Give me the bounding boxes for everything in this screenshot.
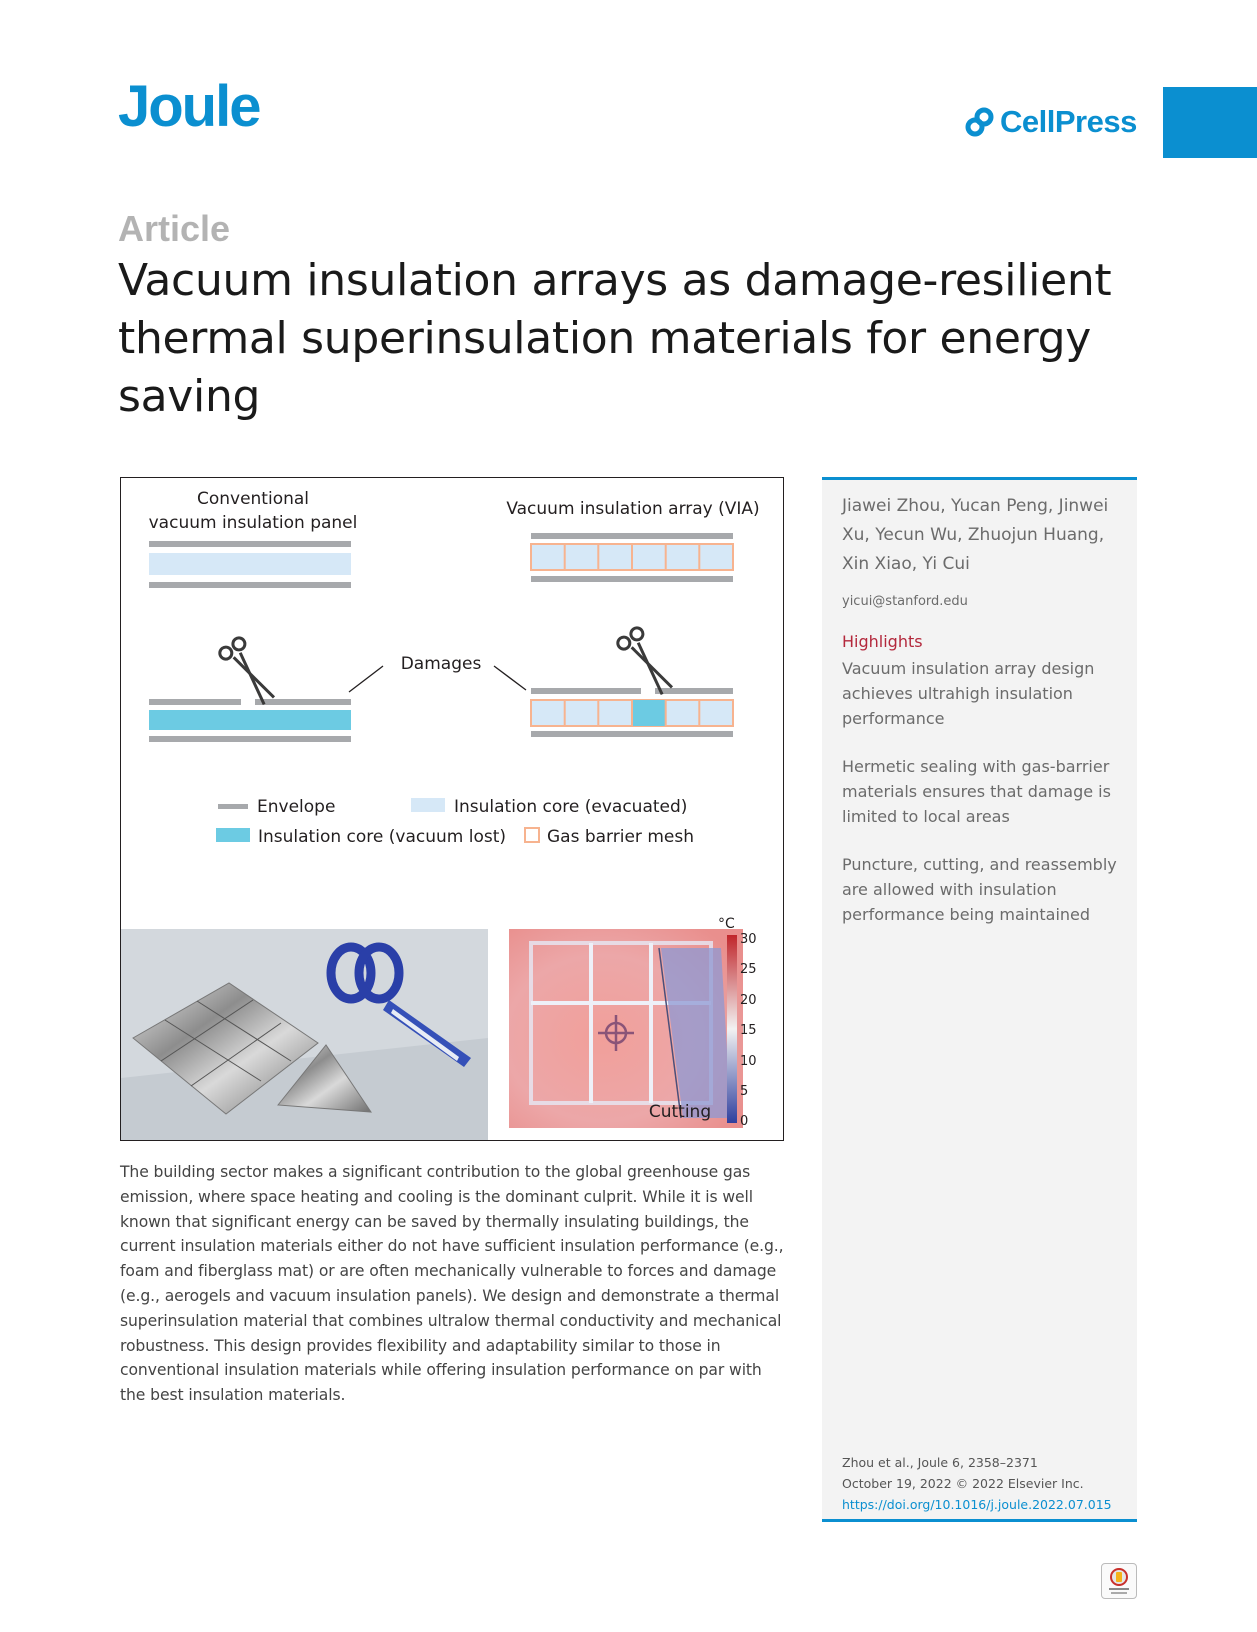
journal-logo[interactable]: Joule <box>118 74 260 139</box>
legend-core-evacuated-swatch <box>411 798 445 812</box>
cellpress-link-icon <box>964 106 996 138</box>
conv-envelope-top <box>149 541 351 547</box>
scale-tick-30: 30 <box>740 932 757 947</box>
thermal-image <box>509 929 743 1128</box>
conv-core-vacuum-lost <box>149 710 351 730</box>
highlight-item: Hermetic sealing with gas-barrier materials ensures that damage is limited to local areas <box>842 757 1111 826</box>
scissors-icon-via <box>615 626 678 699</box>
legend-envelope-swatch <box>218 804 248 809</box>
scale-tick-5: 5 <box>740 1084 749 1099</box>
temperature-scale-unit: °C <box>718 916 735 932</box>
check-for-updates-badge[interactable] <box>1101 1563 1137 1599</box>
damage-pointer-right <box>494 666 526 690</box>
check-for-updates-icon <box>1102 1564 1136 1598</box>
label-conventional-line1: Conventional <box>196 489 310 509</box>
via-cells-damaged <box>531 700 733 726</box>
summary-abstract: The building sector makes a significant contribution to the global greenhouse gas emission, where space heating and cooling is the dominant culprit. While it is well known that significant energy can be saved by thermally insulating buildings, the current insulation materials either do not have sufficient insulation performance (e.g., foam and fiberglass mat) or are often mechanically vulnerable to forces and damage (e.g., aerogels and vacuum insulation panels). We design and demonstrate a thermal superinsulation material that combines ultralow thermal conductivity and mechanical robustness. This design provides flexibility and adaptability similar to those in conventional insulation materials while offering insulation performance on par with the best insulation materials. <box>120 1163 784 1405</box>
highlights-heading: Highlights <box>842 632 923 651</box>
journal-color-tab <box>1163 87 1257 158</box>
graphical-abstract-diagram <box>121 478 783 1140</box>
scale-tick-0: 0 <box>740 1114 749 1129</box>
scale-tick-15: 15 <box>740 1023 757 1038</box>
sample-photo <box>121 929 488 1140</box>
via-damaged-envelope-bottom <box>531 731 733 737</box>
damage-pointer-left <box>349 666 383 692</box>
legend-core-evacuated-label: Insulation core (evacuated) <box>454 797 688 817</box>
label-conventional-line2: vacuum insulation panel <box>148 513 358 533</box>
legend-gas-barrier-label: Gas barrier mesh <box>547 827 694 847</box>
legend-envelope-label: Envelope <box>257 797 336 817</box>
graphical-abstract <box>120 477 784 1141</box>
highlight-item: Vacuum insulation array design achieves ultrahigh insulation performance <box>842 659 1095 728</box>
article-title: Vacuum insulation arrays as damage-resilient thermal superinsulation materials for energy saving <box>118 255 1112 422</box>
conv-core-evacuated <box>149 553 351 575</box>
corresponding-email-link[interactable]: yicui@stanford.edu <box>842 594 968 609</box>
conv-damaged-envelope-top-right <box>255 699 351 705</box>
thermal-cutting-label: Cutting <box>648 1102 712 1122</box>
temperature-scale-bar <box>727 935 737 1123</box>
citation-line: Zhou et al., Joule 6, 2358–2371 <box>842 1455 1038 1470</box>
scale-tick-10: 10 <box>740 1054 757 1069</box>
legend-core-lost-swatch <box>216 828 250 842</box>
author-list: Jiawei Zhou, Yucan Peng, Jinwei Xu, Yecun Wu, Zhuojun Huang, Xin Xiao, Yi Cui <box>842 496 1109 574</box>
legend-core-lost-label: Insulation core (vacuum lost) <box>258 827 507 847</box>
cellpress-wordmark: CellPress <box>1000 104 1137 139</box>
label-damages: Damages <box>400 654 482 674</box>
via-envelope-top <box>531 533 733 539</box>
summary-sidebar <box>822 477 1137 1522</box>
scale-tick-20: 20 <box>740 993 757 1008</box>
doi-link[interactable]: https://doi.org/10.1016/j.joule.2022.07.015 <box>842 1497 1112 1512</box>
conv-damaged-envelope-top-left <box>149 699 241 705</box>
conv-envelope-bottom <box>149 582 351 588</box>
article-type-label: Article <box>118 208 231 249</box>
via-damaged-envelope-top-right <box>655 688 733 694</box>
via-envelope-bottom <box>531 576 733 582</box>
highlight-item: Puncture, cutting, and reassembly are allowed with insulation performance being maintained <box>842 855 1117 924</box>
via-cells-intact <box>531 544 733 570</box>
publication-date-line: October 19, 2022 © 2022 Elsevier Inc. <box>842 1476 1084 1491</box>
scissors-icon <box>217 636 280 709</box>
cellpress-logo[interactable] <box>964 104 1137 140</box>
scale-tick-25: 25 <box>740 962 757 977</box>
conv-damaged-envelope-bottom <box>149 736 351 742</box>
label-via: Vacuum insulation array (VIA) <box>506 499 760 519</box>
legend-gas-barrier-swatch <box>525 828 539 842</box>
via-damaged-envelope-top-left <box>531 688 641 694</box>
